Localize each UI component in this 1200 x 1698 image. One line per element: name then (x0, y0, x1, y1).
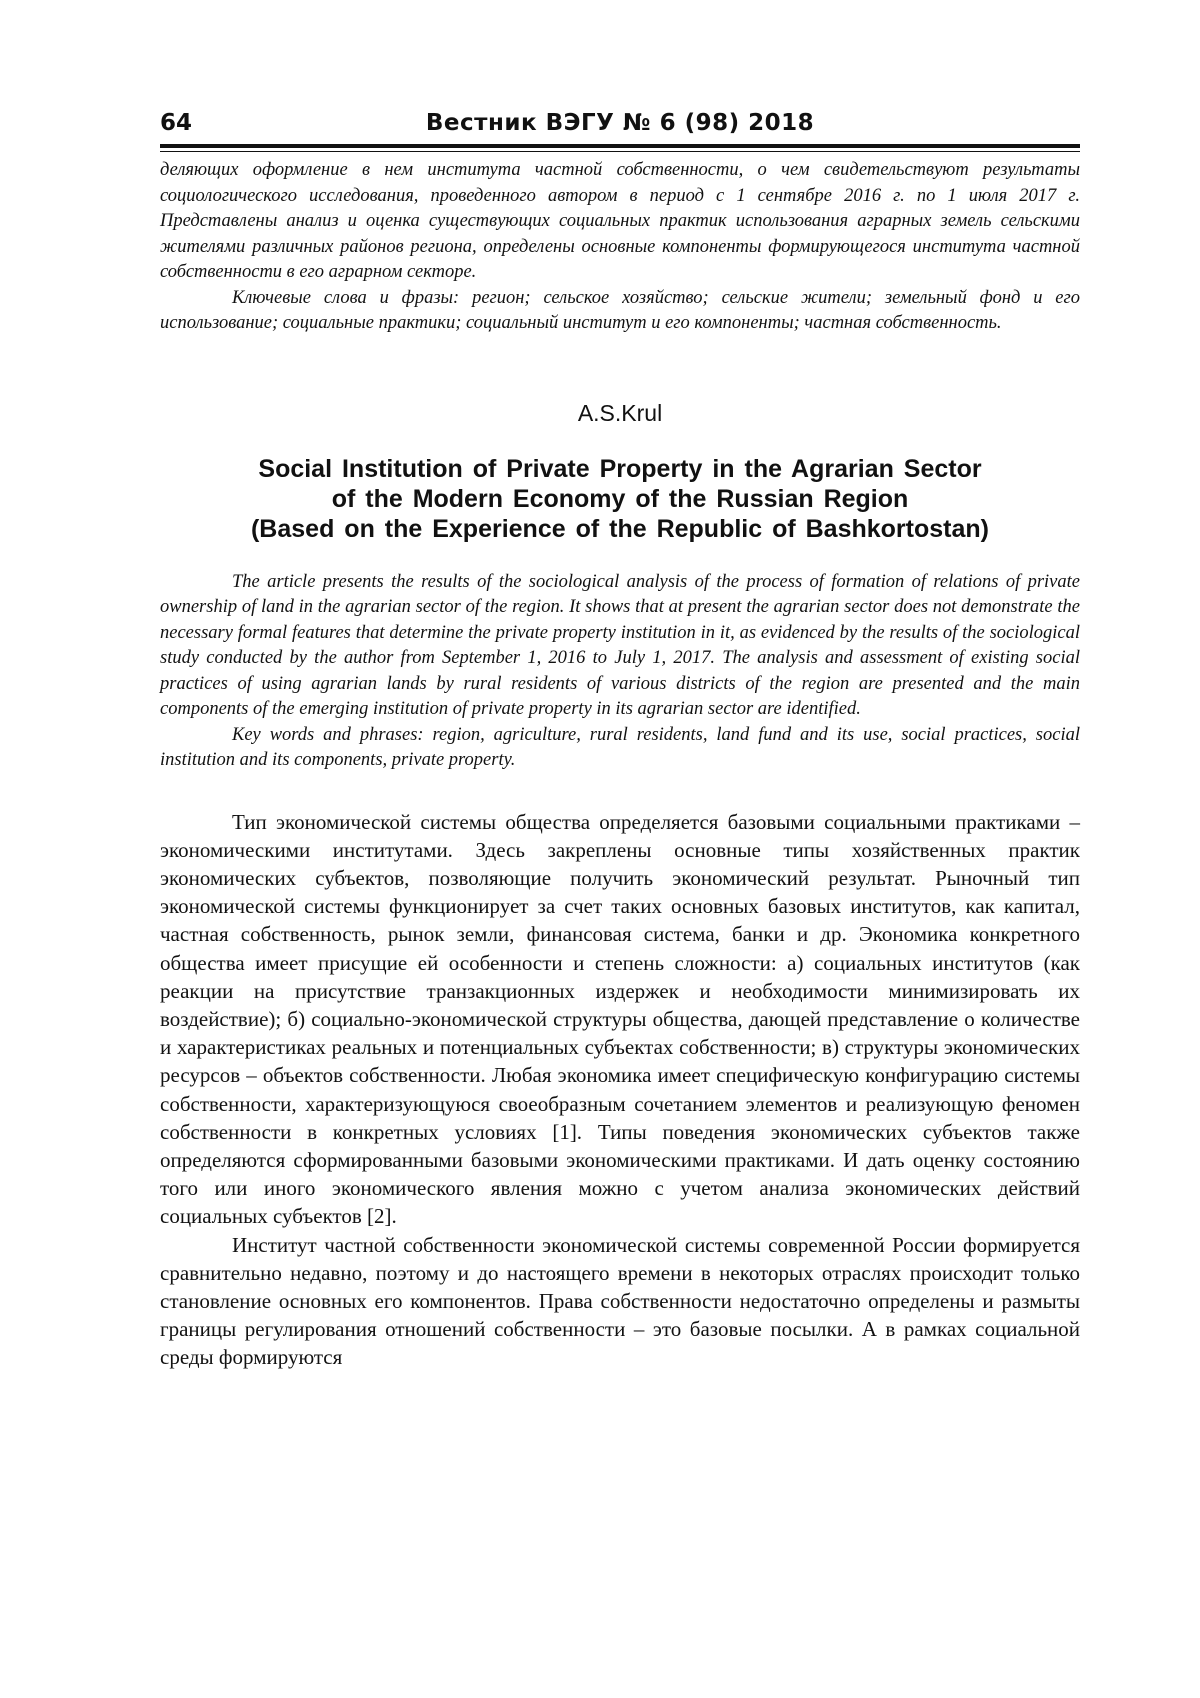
header-rule-thin (160, 151, 1080, 152)
abstract-ru (160, 158, 1080, 337)
abstract-en (160, 570, 1080, 774)
running-header (160, 108, 1080, 142)
title-line-3: (Based on the Experience of the Republic of Bashkortostan) (250, 514, 989, 543)
article-body (160, 808, 1080, 1372)
body-paragraph-2: Институт частной собственности экономической системы современной России формируется сравнительно недавно, поэтому и до настоящего времени в некоторых отраслях происходит только становление основных его компонентов. Права собственности недостаточно определены и размыты границы регулирования отношений собственности – это базовые посылки. А в рамках социальной среды формируются (160, 1232, 1080, 1370)
keywords-ru: Ключевые слова и фразы: регион; сельское хозяйство; сельские жители; земельный фонд и его использование; социальные практики; социальный институт и его компоненты; частная собственность. (160, 287, 1080, 333)
page-number: 64 (160, 110, 193, 136)
article-title-en (160, 454, 1080, 544)
author-name-en: A.S.Krul (577, 399, 663, 426)
keywords-en: Key words and phrases: region, agriculture, rural residents, land fund and its use, social practices, social institution and its components, private property. (160, 724, 1080, 770)
header-rule-thick (160, 144, 1080, 148)
journal-title: Вестник ВЭГУ № 6 (98) 2018 (425, 110, 815, 136)
abstract-ru-text: деляющих оформление в нем института частной собственности, о чем свидетельствуют результаты социологического исследования, проведенного автором в период с 1 сентябре 2016 г. по 1 июля 2017 г. Представлены анализ и оценка существующих социальных практик использования аграрных земель сельскими жителями различных районов региона, определены основные компоненты формирующегося института частной собственности в его аграрном секторе. (160, 160, 1080, 282)
body-paragraph-1: Тип экономической системы общества определяется базовыми социальными практиками – экономическими институтами. Здесь закреплены основные типы хозяйственных практик экономических субъектов, позволяющие получить экономический результат. Рыночный тип экономической системы функционирует за счет таких основных базовых институтов, как капитал, частная собственность, рынок земли, финансовая система, банки и др. Экономика конкретного общества имеет присущие ей особенности и степень сложности: а) социальных институтов (как реакции на присутствие транзакционных издержек и необходимости минимизировать их воздействие); б) социально-экономической структуры общества, дающей представление о количестве и характеристиках реальных и потенциальных субъектах собственности; в) структуры экономических ресурсов – объектов собственности. Любая экономика имеет специфическую конфигурацию системы собственности, характеризующуюся своеобразным сочетанием элементов и реализующую феномен собственности в конкретных условиях [1]. Типы поведения экономических субъектов также определяются сформированными базовыми экономическими практиками. И дать оценку состоянию того или иного экономического явления можно с учетом анализа экономических действий социальных субъектов [2]. (160, 809, 1080, 1229)
article-page (160, 108, 1080, 1372)
title-line-2: of the Modern Economy of the Russian Region (331, 484, 909, 513)
abstract-en-text: The article presents the results of the sociological analysis of the process of formation of relations of private ownership of land in the agrarian sector of the region. It shows that at present the agrarian sector does not demonstrate the necessary formal features that determine the private property institution in it, as evidenced by the results of the sociological study conducted by the author from September 1, 2016 to July 1, 2017. The analysis and assessment of existing social practices of using agrarian lands by rural residents of various districts of the region are presented and the main components of the emerging institution of private property in its agrarian sector are identified. (160, 571, 1080, 719)
title-line-1: Social Institution of Private Property in the Agrarian Sector (258, 454, 982, 483)
